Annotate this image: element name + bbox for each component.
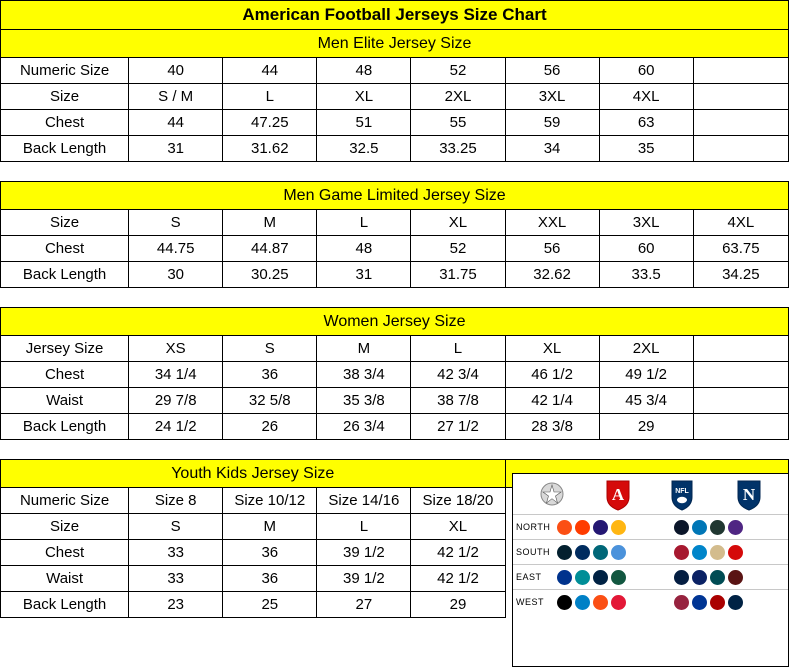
cell: 4XL xyxy=(693,210,788,236)
cell: 42 1/2 xyxy=(411,566,505,592)
cell: 60 xyxy=(599,58,693,84)
cell: 35 3/8 xyxy=(317,388,411,414)
cell: 46 1/2 xyxy=(505,362,599,388)
nfc-east-teams xyxy=(670,570,788,585)
cell: 45 3/4 xyxy=(599,388,693,414)
cell: 38 7/8 xyxy=(411,388,505,414)
cell: XL xyxy=(505,336,599,362)
table-row xyxy=(1,84,789,110)
cell xyxy=(693,136,788,162)
cell: 33.5 xyxy=(599,262,693,288)
spacer xyxy=(1,288,789,308)
cell: 40 xyxy=(129,58,223,84)
cell: 32 5/8 xyxy=(223,388,317,414)
table-row xyxy=(1,414,789,440)
cell: 49 1/2 xyxy=(599,362,693,388)
table-row xyxy=(1,362,789,388)
division-label: WEST xyxy=(516,597,544,607)
49ers-icon xyxy=(710,595,725,610)
cell: 25 xyxy=(223,592,317,618)
cell: 34 1/4 xyxy=(129,362,223,388)
cell: 29 xyxy=(411,592,505,618)
cell: XL xyxy=(411,210,505,236)
cell: 31 xyxy=(317,262,411,288)
table-row xyxy=(1,136,789,162)
spacer xyxy=(1,440,789,460)
section-heading-youth-kids: Youth Kids Jersey Size xyxy=(1,460,789,488)
division-row-east xyxy=(513,564,788,589)
row-label: Numeric Size xyxy=(1,488,129,514)
cell: 38 3/4 xyxy=(317,362,411,388)
svg-text:NFL: NFL xyxy=(675,488,690,495)
cell: 39 1/2 xyxy=(317,540,411,566)
cell: 33 xyxy=(129,540,223,566)
jets-icon xyxy=(611,570,626,585)
cell: 63.75 xyxy=(693,236,788,262)
afc-south-teams xyxy=(553,545,671,560)
eagles-icon xyxy=(710,570,725,585)
cell: 59 xyxy=(505,110,599,136)
packers-icon xyxy=(710,520,725,535)
cell: 24 1/2 xyxy=(129,414,223,440)
browns-icon xyxy=(575,520,590,535)
rams-icon xyxy=(692,595,707,610)
cell: 44 xyxy=(129,110,223,136)
row-label: Waist xyxy=(1,388,129,414)
cell: M xyxy=(223,210,317,236)
svg-text:A: A xyxy=(611,485,624,504)
row-label: Chest xyxy=(1,362,129,388)
panthers-icon xyxy=(692,545,707,560)
row-label: Size xyxy=(1,210,129,236)
row-label: Back Length xyxy=(1,592,129,618)
buccaneers-icon xyxy=(728,545,743,560)
division-row-west xyxy=(513,589,788,614)
cell: XL xyxy=(317,84,411,110)
cell: 48 xyxy=(317,58,411,84)
cell: 31.75 xyxy=(411,262,505,288)
row-label: Size xyxy=(1,514,129,540)
cell: 63 xyxy=(599,110,693,136)
cell: XS xyxy=(129,336,223,362)
league-logos-row xyxy=(513,474,788,514)
cell: 55 xyxy=(411,110,505,136)
cell: 42 3/4 xyxy=(411,362,505,388)
cell: 35 xyxy=(599,136,693,162)
row-label: Chest xyxy=(1,110,129,136)
giants-icon xyxy=(692,570,707,585)
cell: 52 xyxy=(411,58,505,84)
cell: 48 xyxy=(317,236,411,262)
cell: 30 xyxy=(129,262,223,288)
lions-icon xyxy=(692,520,707,535)
table-row xyxy=(1,210,789,236)
cell: 31.62 xyxy=(223,136,317,162)
division-row-south xyxy=(513,539,788,564)
cell: S xyxy=(129,210,223,236)
cell: 2XL xyxy=(599,336,693,362)
commanders-icon xyxy=(728,570,743,585)
cell: 42 1/2 xyxy=(411,540,505,566)
ravens-icon xyxy=(593,520,608,535)
row-label: Chest xyxy=(1,540,129,566)
cell: 34.25 xyxy=(693,262,788,288)
page-title: American Football Jerseys Size Chart xyxy=(1,1,789,30)
cell: 4XL xyxy=(599,84,693,110)
nfc-south-teams xyxy=(670,545,788,560)
colts-icon xyxy=(575,545,590,560)
row-label: Back Length xyxy=(1,262,129,288)
cell: L xyxy=(317,210,411,236)
cell: 2XL xyxy=(411,84,505,110)
nfl-star-icon xyxy=(539,479,565,511)
afc-north-teams xyxy=(553,520,671,535)
division-label: SOUTH xyxy=(516,547,550,557)
cell: 31 xyxy=(129,136,223,162)
cell: Size 18/20 xyxy=(411,488,505,514)
bengals-icon xyxy=(557,520,572,535)
cell: 26 xyxy=(223,414,317,440)
cell: 51 xyxy=(317,110,411,136)
table-row xyxy=(1,58,789,84)
cell: 36 xyxy=(223,362,317,388)
table-row xyxy=(1,336,789,362)
titans-icon xyxy=(611,545,626,560)
chiefs-icon xyxy=(611,595,626,610)
cell xyxy=(693,414,788,440)
cell: L xyxy=(411,336,505,362)
section-heading-men-game-limited: Men Game Limited Jersey Size xyxy=(1,182,789,210)
row-label: Back Length xyxy=(1,136,129,162)
dolphins-icon xyxy=(575,570,590,585)
cell xyxy=(693,58,788,84)
cell: Size 14/16 xyxy=(317,488,411,514)
nfl-shield-icon xyxy=(670,479,696,511)
cell: 56 xyxy=(505,236,599,262)
cell: 23 xyxy=(129,592,223,618)
cell: 27 1/2 xyxy=(411,414,505,440)
cell: 26 3/4 xyxy=(317,414,411,440)
cell: 44.75 xyxy=(129,236,223,262)
afc-west-teams xyxy=(553,595,671,610)
row-label: Jersey Size xyxy=(1,336,129,362)
cell: XL xyxy=(411,514,505,540)
cell: XXL xyxy=(505,210,599,236)
cell: 28 3/8 xyxy=(505,414,599,440)
cell: 56 xyxy=(505,58,599,84)
table-row xyxy=(1,388,789,414)
cell: 42 1/4 xyxy=(505,388,599,414)
texans-icon xyxy=(557,545,572,560)
bills-icon xyxy=(557,570,572,585)
chart-title-row xyxy=(1,1,789,30)
cell: M xyxy=(317,336,411,362)
cell: 33.25 xyxy=(411,136,505,162)
cell: Size 8 xyxy=(129,488,223,514)
nfl-teams-panel xyxy=(512,473,789,667)
saints-icon xyxy=(710,545,725,560)
cowboys-icon xyxy=(674,570,689,585)
cell: 32.5 xyxy=(317,136,411,162)
cell: 3XL xyxy=(599,210,693,236)
spacer xyxy=(1,162,789,182)
cell: 60 xyxy=(599,236,693,262)
cell: S / M xyxy=(129,84,223,110)
cell: Size 10/12 xyxy=(223,488,317,514)
row-label: Numeric Size xyxy=(1,58,129,84)
cell: 27 xyxy=(317,592,411,618)
svg-text:N: N xyxy=(742,485,756,504)
steelers-icon xyxy=(611,520,626,535)
seahawks-icon xyxy=(728,595,743,610)
table-row xyxy=(1,236,789,262)
cell: 47.25 xyxy=(223,110,317,136)
jaguars-icon xyxy=(593,545,608,560)
cardinals-icon xyxy=(674,595,689,610)
cell: M xyxy=(223,514,317,540)
vikings-icon xyxy=(728,520,743,535)
nfc-north-teams xyxy=(670,520,788,535)
cell: S xyxy=(129,514,223,540)
cell: L xyxy=(223,84,317,110)
nfc-logo-icon xyxy=(736,479,762,511)
cell xyxy=(693,362,788,388)
division-label: NORTH xyxy=(516,522,551,532)
broncos-icon xyxy=(593,595,608,610)
afc-logo-icon xyxy=(605,479,631,511)
cell: 39 1/2 xyxy=(317,566,411,592)
table-row xyxy=(1,262,789,288)
cell: 52 xyxy=(411,236,505,262)
section-heading-men-elite: Men Elite Jersey Size xyxy=(1,30,789,58)
cell xyxy=(693,110,788,136)
cell: 33 xyxy=(129,566,223,592)
cell: 44 xyxy=(223,58,317,84)
raiders-icon xyxy=(557,595,572,610)
row-label: Chest xyxy=(1,236,129,262)
division-row-north xyxy=(513,514,788,539)
cell: 32.62 xyxy=(505,262,599,288)
cell xyxy=(693,84,788,110)
bears-icon xyxy=(674,520,689,535)
cell: 36 xyxy=(223,566,317,592)
cell: 34 xyxy=(505,136,599,162)
division-label: EAST xyxy=(516,572,542,582)
row-label: Waist xyxy=(1,566,129,592)
cell: 29 7/8 xyxy=(129,388,223,414)
cell: 3XL xyxy=(505,84,599,110)
cell xyxy=(693,336,788,362)
cell: S xyxy=(223,336,317,362)
section-heading-women: Women Jersey Size xyxy=(1,308,789,336)
chargers-icon xyxy=(575,595,590,610)
cell: L xyxy=(317,514,411,540)
falcons-icon xyxy=(674,545,689,560)
cell: 29 xyxy=(599,414,693,440)
cell: 36 xyxy=(223,540,317,566)
table-row xyxy=(1,110,789,136)
row-label: Back Length xyxy=(1,414,129,440)
afc-east-teams xyxy=(553,570,671,585)
cell: 30.25 xyxy=(223,262,317,288)
nfc-west-teams xyxy=(670,595,788,610)
patriots-icon xyxy=(593,570,608,585)
cell: 44.87 xyxy=(223,236,317,262)
cell xyxy=(693,388,788,414)
row-label: Size xyxy=(1,84,129,110)
